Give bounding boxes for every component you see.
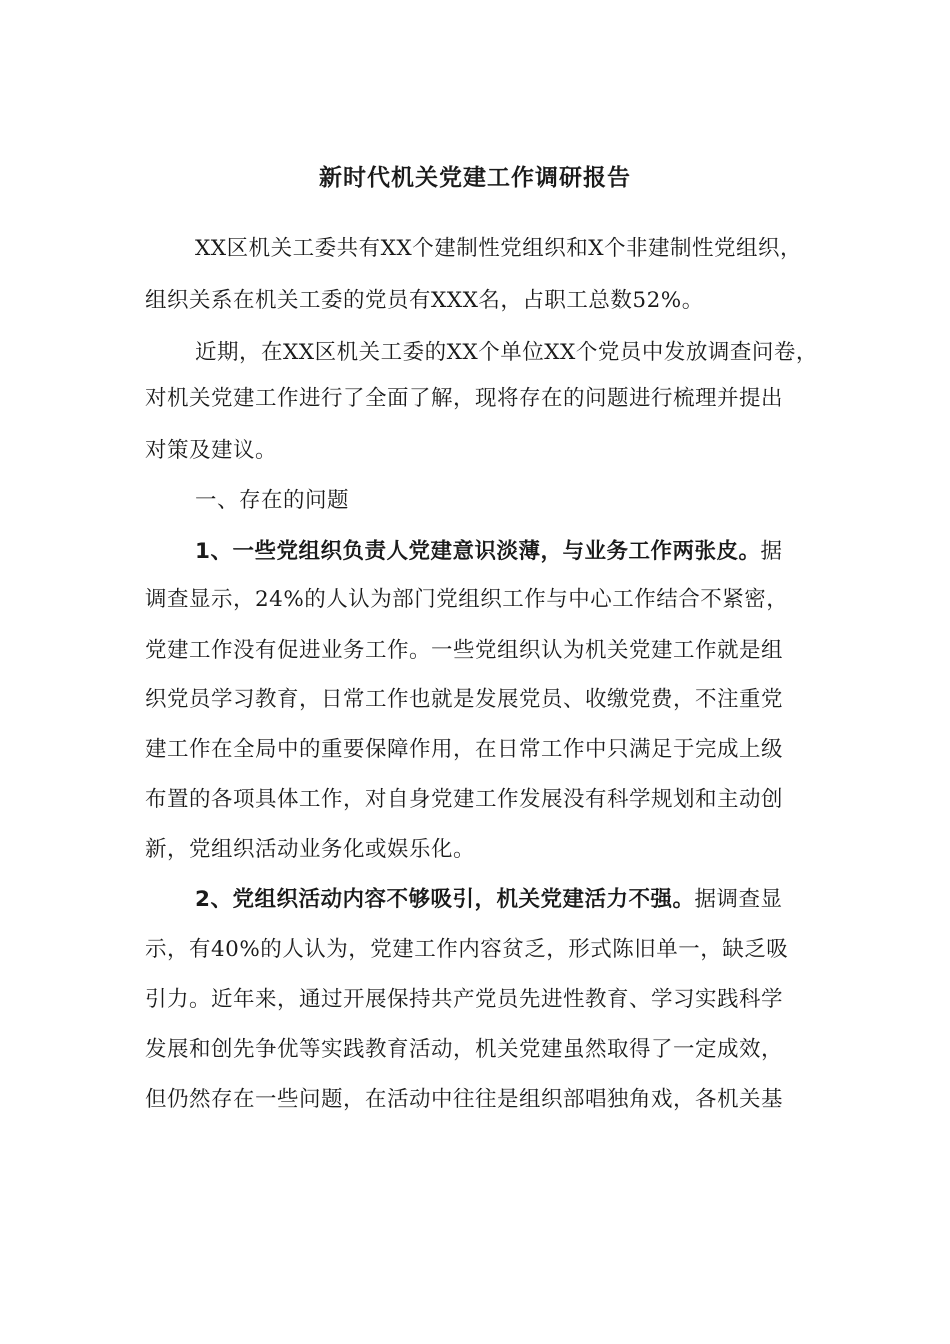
- paragraph-line: [195, 535, 782, 569]
- paragraph-line: 布置的各项具体工作，对自身党建工作发展没有科学规划和主动创: [145, 787, 784, 812]
- paragraph-line: 示，有40%的人认为，党建工作内容贫乏，形式陈旧单一，缺乏吸: [145, 937, 789, 962]
- subsection-heading: 2、党组织活动内容不够吸引，机关党建活力不强。: [195, 887, 695, 912]
- paragraph-line: XX区机关工委共有XX个建制性党组织和X个非建制性党组织，: [195, 236, 803, 261]
- paragraph-line: 织党员学习教育，日常工作也就是发展党员、收缴党费，不注重党: [145, 687, 784, 712]
- paragraph-line: 党建工作没有促进业务工作。一些党组织认为机关党建工作就是组: [145, 638, 784, 663]
- paragraph-text: 据: [760, 539, 783, 564]
- paragraph-line: 建工作在全局中的重要保障作用，在日常工作中只满足于完成上级: [145, 737, 784, 762]
- paragraph-line: 组织关系在机关工委的党员有XXX名，占职工总数52%。: [145, 288, 704, 313]
- paragraph-line: 对策及建议。: [145, 438, 278, 463]
- paragraph-line: [195, 883, 782, 917]
- paragraph-line: 引力。近年来，通过开展保持共产党员先进性教育、学习实践科学: [145, 987, 784, 1012]
- document-title: 新时代机关党建工作调研报告: [319, 165, 631, 191]
- paragraph-line: 新，党组织活动业务化或娱乐化。: [145, 837, 476, 862]
- section-heading: 一、存在的问题: [195, 488, 350, 513]
- paragraph-line: 近期，在XX区机关工委的XX个单位XX个党员中发放调查问卷，: [195, 340, 818, 365]
- paragraph-line: 但仍然存在一些问题，在活动中往往是组织部唱独角戏，各机关基: [145, 1087, 784, 1112]
- paragraph-text: 据调查显: [694, 887, 783, 912]
- paragraph-line: 对机关党建工作进行了全面了解，现将存在的问题进行梳理并提出: [145, 386, 784, 411]
- paragraph-line: 调查显示，24%的人认为部门党组织工作与中心工作结合不紧密，: [145, 587, 789, 612]
- paragraph-line: 发展和创先争优等实践教育活动，机关党建虽然取得了一定成效，: [145, 1037, 784, 1062]
- subsection-heading: 1、一些党组织负责人党建意识淡薄，与业务工作两张皮。: [195, 539, 761, 564]
